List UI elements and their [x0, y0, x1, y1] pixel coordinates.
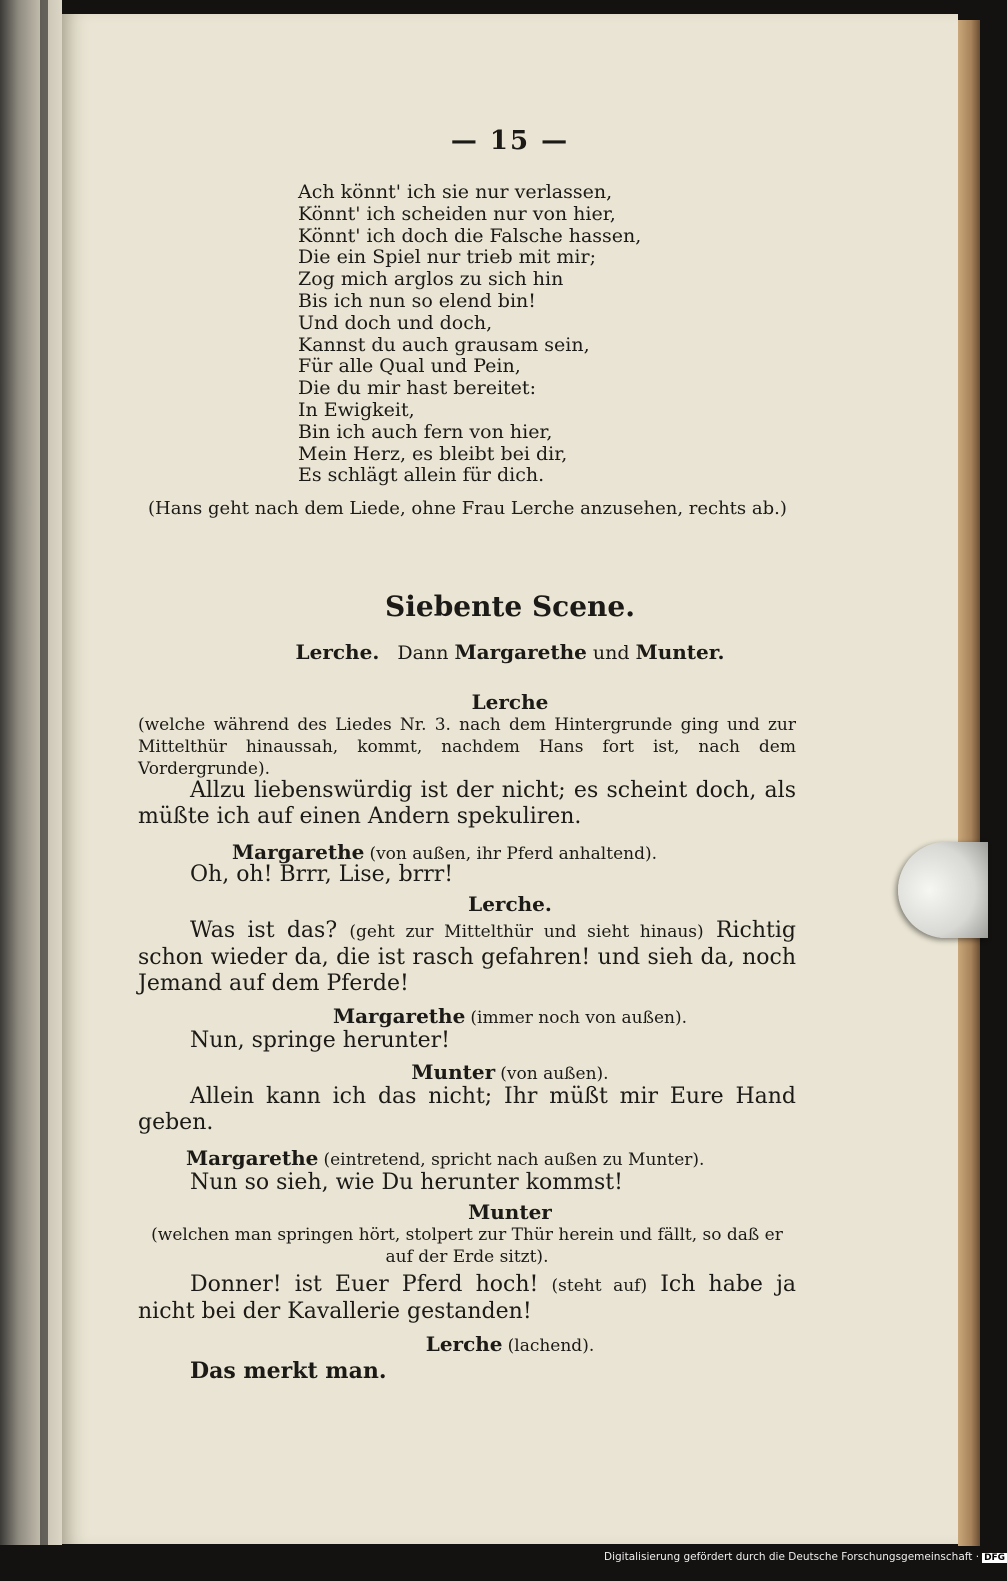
speaker-munter: Munter — [468, 1200, 552, 1224]
verse-line: Könnt' ich doch die Falsche hassen, — [298, 224, 642, 247]
speaker-margarethe: Margarethe — [186, 1146, 319, 1170]
speaker-line — [186, 1146, 704, 1170]
speaker-munter: Munter — [411, 1060, 496, 1084]
stage-direction: (welchen man springen hört, stolpert zur Thür herein und fällt, so daß er auf der Erde sitzt). — [151, 1225, 783, 1267]
person-margarethe: Margarethe — [454, 640, 587, 664]
verse-line: In Ewigkeit, — [298, 398, 415, 421]
dialogue-segment: Was ist das? — [190, 918, 338, 943]
verse-line: Bis ich nun so elend bin! — [298, 289, 536, 312]
verse-line: Kannst du auch grausam sein, — [298, 333, 590, 356]
dialogue-text: Oh, oh! Brrr, Lise, brrr! — [190, 862, 454, 887]
verse-line: Zog mich arglos zu sich hin — [298, 268, 564, 291]
verse-line: Die ein Spiel nur trieb mit mir; — [298, 246, 596, 269]
dialogue-text: Das merkt man. — [190, 1358, 387, 1384]
dfg-logo: DFG — [984, 1553, 1006, 1563]
dialogue-text — [138, 1272, 796, 1325]
stage-direction: (welche während des Liedes Nr. 3. nach dem Hintergrunde ging und zur Mittelthür hinaussah, kommt, nachdem Hans fort ist, nach dem Vordergrunde). — [138, 715, 796, 779]
persons-then: Dann — [397, 642, 449, 664]
speaker-line — [232, 840, 657, 864]
stage-direction-inline: (steht auf) — [551, 1276, 648, 1296]
scene-persons — [62, 640, 958, 664]
stage-direction: (immer noch von außen). — [470, 1008, 688, 1028]
verse-line: Die du mir hast bereitet: — [298, 377, 536, 400]
page-number: — 15 — — [450, 126, 570, 156]
speaker-lerche: Lerche. — [468, 892, 552, 916]
verse-line: Bin ich auch fern von hier, — [298, 420, 553, 443]
verse-line: Mein Herz, es bleibt bei dir, — [298, 442, 568, 465]
dialogue-text: Allzu liebenswürdig ist der nicht; es scheint doch, als müßte ich auf einen Andern spekuliren. — [138, 778, 796, 829]
verse-line: Für alle Qual und Pein, — [298, 355, 521, 378]
stage-direction: (lachend). — [507, 1336, 595, 1356]
dialogue-segment: Ich habe ja nicht bei der Kavallerie gestanden! — [138, 1272, 797, 1324]
dialogue-segment: Donner! ist Euer Pferd hoch! — [190, 1272, 539, 1297]
page-tab-marker — [898, 842, 988, 938]
dialogue-segment: Richtig schon wieder da, die ist rasch gefahren! und sieh da, noch Jemand auf dem Pferde! — [138, 918, 796, 996]
person-munter: Munter. — [635, 640, 725, 664]
stage-direction: (eintretend, spricht nach außen zu Munter). — [323, 1150, 705, 1170]
speaker-lerche: Lerche — [425, 1332, 503, 1356]
speaker-line — [62, 1060, 958, 1084]
left-page-edge — [0, 0, 62, 1545]
stage-direction-inline: (geht zur Mittelthür und sieht hinaus) — [349, 922, 704, 942]
speaker-line — [62, 1332, 958, 1356]
speaker-lerche: Lerche — [471, 690, 549, 714]
dialogue-text: Nun so sieh, wie Du herunter kommst! — [190, 1170, 623, 1195]
speaker-line — [62, 1004, 958, 1028]
speaker-margarethe: Margarethe — [332, 1004, 466, 1028]
stage-direction: (von außen). — [500, 1064, 609, 1084]
gutter-shadow — [40, 0, 48, 1545]
person-lerche: Lerche. — [295, 640, 380, 664]
footer-credit — [604, 1551, 1007, 1563]
scene-title: Siebente Scene. — [385, 590, 635, 623]
dialogue-text: Nun, springe herunter! — [190, 1028, 451, 1053]
verse-line: Könnt' ich scheiden nur von hier, — [298, 202, 616, 225]
footer-text: Digitalisierung gefördert durch die Deutsche Forschungsgemeinschaft · — [604, 1551, 980, 1563]
stage-direction-exit: (Hans geht nach dem Liede, ohne Frau Lerche anzusehen, rechts ab.) — [148, 498, 787, 519]
speaker-margarethe: Margarethe — [232, 840, 365, 864]
book-page — [62, 14, 958, 1544]
stage-direction: (von außen, ihr Pferd anhaltend). — [369, 844, 658, 864]
verse-line: Es schlägt allein für dich. — [298, 464, 545, 487]
dialogue-text: Allein kann ich das nicht; Ihr müßt mir Eure Hand geben. — [138, 1084, 796, 1135]
dialogue-text — [138, 918, 796, 997]
persons-and: und — [592, 642, 630, 664]
page-stack-edge — [958, 20, 980, 1546]
verse-line: Ach könnt' ich sie nur verlassen, — [298, 181, 613, 203]
verse-line: Und doch und doch, — [298, 311, 493, 334]
song-verse — [298, 182, 641, 487]
